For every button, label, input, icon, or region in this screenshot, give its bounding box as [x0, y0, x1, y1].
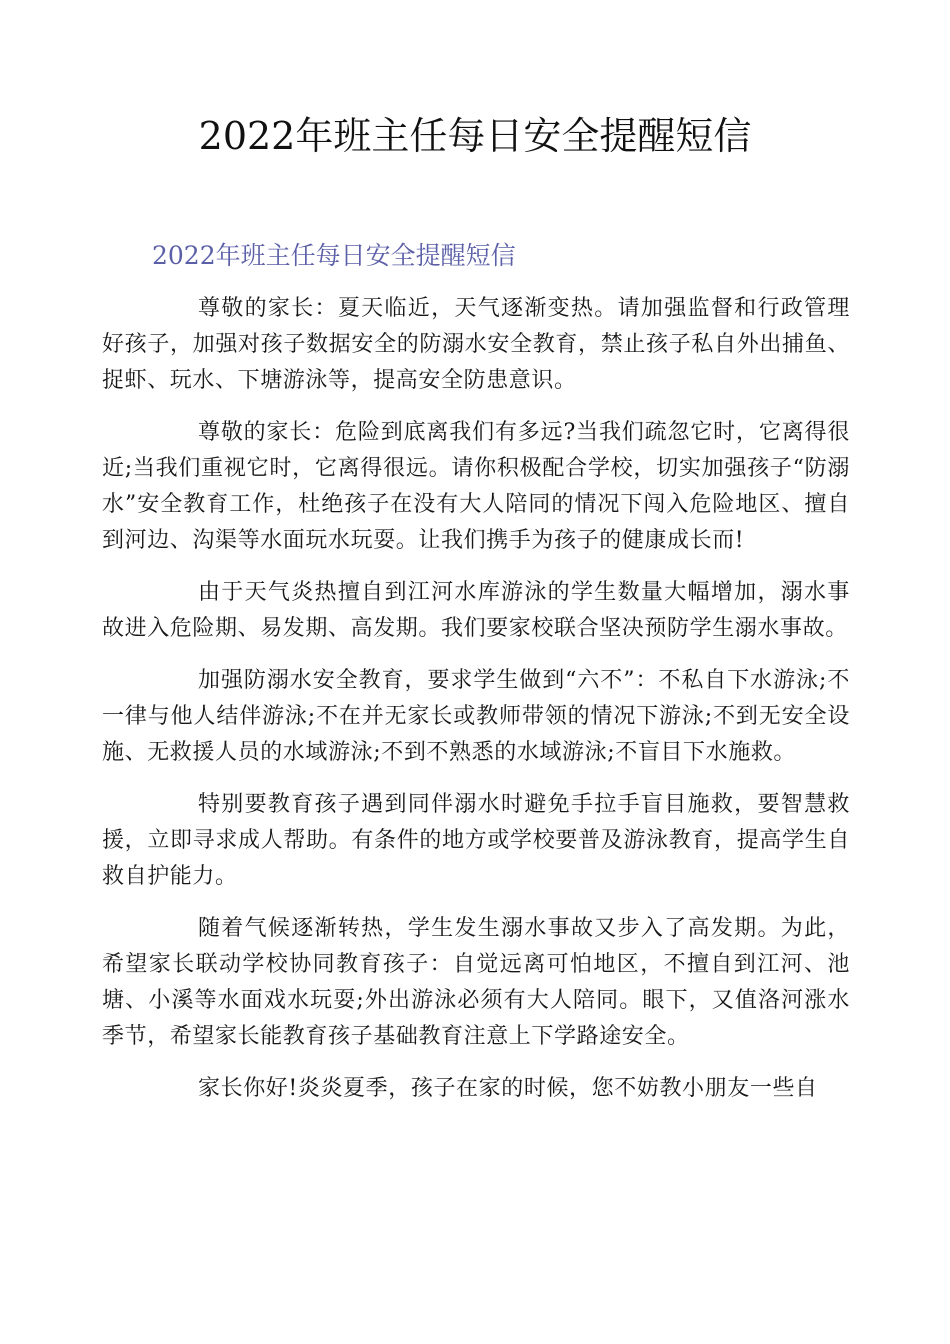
section-heading: 2022年班主任每日安全提醒短信	[152, 241, 516, 270]
paragraph: 随着气候逐渐转热，学生发生溺水事故又步入了高发期。为此，希望家长联动学校协同教育孩子：自觉远离可怕地区，不擅自到江河、池塘、小溪等水面戏水玩耍;外出游泳必须有大人陪同。眼下，又值洛河涨水季节，希望家长能教育孩子基础教育注意上下学路途安全。	[102, 916, 850, 1049]
paragraph: 家长你好!炎炎夏季，孩子在家的时候，您不妨教小朋友一些自	[198, 1076, 818, 1101]
paragraph: 特别要教育孩子遇到同伴溺水时避免手拉手盲目施救，要智慧救援，立即寻求成人帮助。有条件的地方或学校要普及游泳教育，提高学生自救自护能力。	[102, 792, 850, 889]
paragraph: 尊敬的家长：夏天临近，天气逐渐变热。请加强监督和行政管理好孩子，加强对孩子数据安全的防溺水安全教育，禁止孩子私自外出捕鱼、捉虾、玩水、下塘游泳等，提高安全防患意识。	[102, 296, 850, 393]
document-body	[102, 291, 850, 1123]
document-title: 2022年班主任每日安全提醒短信	[198, 114, 752, 158]
paragraph: 加强防溺水安全教育，要求学生做到“六不”：不私自下水游泳;不一律与他人结伴游泳;不在并无家长或教师带领的情况下游泳;不到无安全设施、无救援人员的水域游泳;不到不熟悉的水域游泳;不盲目下水施救。	[102, 668, 850, 765]
paragraph: 尊敬的家长：危险到底离我们有多远?当我们疏忽它时，它离得很近;当我们重视它时，它离得很远。请你积极配合学校，切实加强孩子“防溺水”安全教育工作，杜绝孩子在没有大人陪同的情况下闯入危险地区、擅自到河边、沟渠等水面玩水玩耍。让我们携手为孩子的健康成长而!	[102, 420, 850, 553]
paragraph: 由于天气炎热擅自到江河水库游泳的学生数量大幅增加，溺水事故进入危险期、易发期、高发期。我们要家校联合坚决预防学生溺水事故。	[102, 580, 850, 641]
